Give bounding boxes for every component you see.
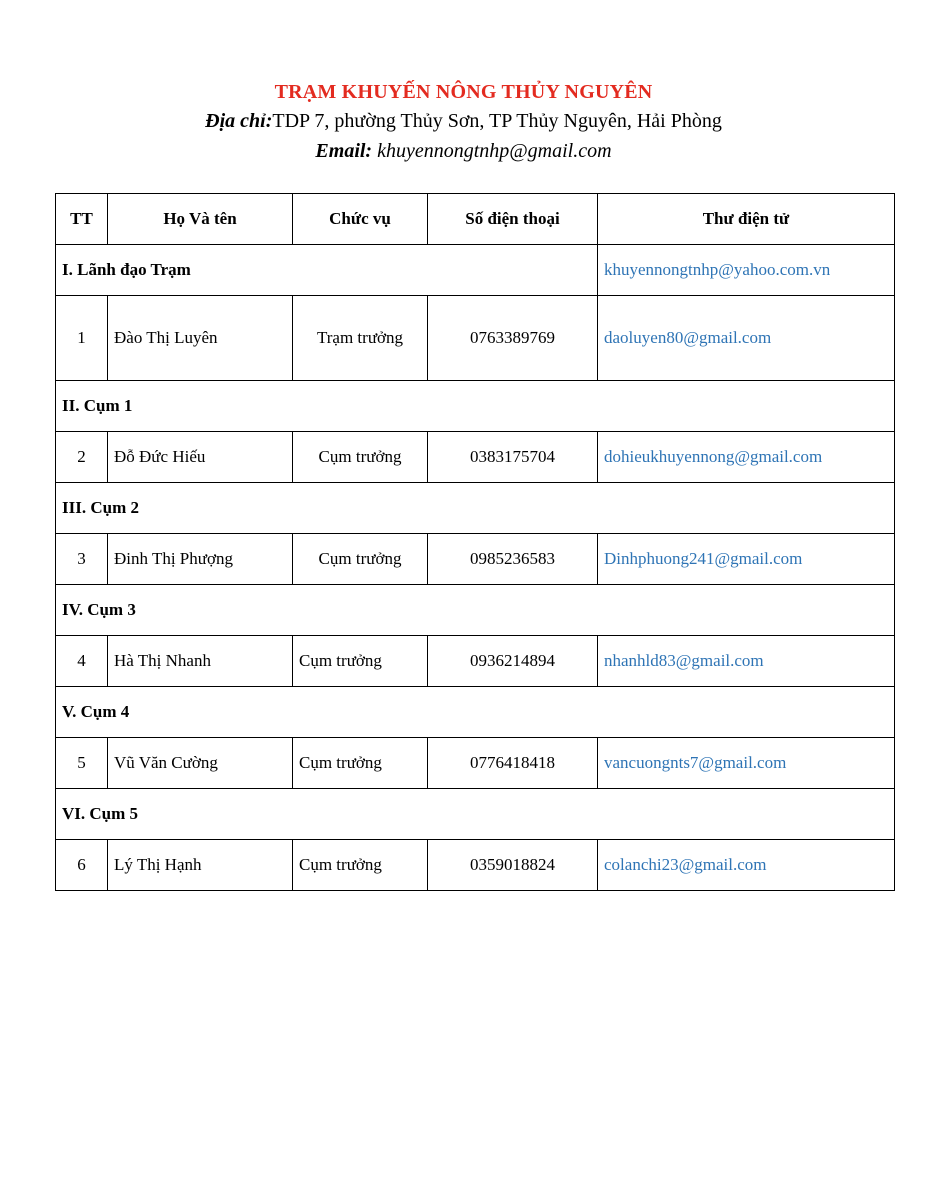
section-row — [56, 789, 895, 840]
row-name: Lý Thị Hạnh — [108, 840, 293, 891]
table-header-row — [56, 194, 895, 245]
section-row — [56, 483, 895, 534]
row-name: Vũ Văn Cường — [108, 738, 293, 789]
table-row — [56, 840, 895, 891]
staff-directory-table — [55, 193, 895, 891]
row-email-link[interactable]: daoluyen80@gmail.com — [598, 296, 895, 381]
section-row — [56, 585, 895, 636]
table-row — [56, 432, 895, 483]
row-tt: 2 — [56, 432, 108, 483]
row-tt: 4 — [56, 636, 108, 687]
document-header — [0, 78, 927, 166]
row-phone: 0763389769 — [428, 296, 598, 381]
section-row — [56, 381, 895, 432]
email-label: Email: — [315, 140, 373, 162]
row-email-link[interactable]: nhanhld83@gmail.com — [598, 636, 895, 687]
section-title: I. Lãnh đạo Trạm — [56, 245, 598, 296]
section-title: V. Cụm 4 — [56, 687, 895, 738]
email-value: khuyennongtnhp@gmail.com — [377, 140, 612, 162]
row-phone: 0359018824 — [428, 840, 598, 891]
column-header-phone: Số điện thoại — [428, 194, 598, 245]
address-label: Địa chỉ: — [205, 110, 273, 132]
section-row — [56, 687, 895, 738]
email-line — [0, 136, 927, 166]
section-title: VI. Cụm 5 — [56, 789, 895, 840]
row-name: Đào Thị Luyên — [108, 296, 293, 381]
column-header-name: Họ Và tên — [108, 194, 293, 245]
column-header-tt: TT — [56, 194, 108, 245]
address-value: TDP 7, phường Thủy Sơn, TP Thủy Nguyên, Hải Phòng — [272, 110, 722, 132]
row-position: Cụm trưởng — [293, 534, 428, 585]
section-email-link[interactable]: khuyennongtnhp@yahoo.com.vn — [598, 245, 895, 296]
row-phone: 0936214894 — [428, 636, 598, 687]
row-name: Hà Thị Nhanh — [108, 636, 293, 687]
table-row — [56, 738, 895, 789]
row-position: Trạm trưởng — [293, 296, 428, 381]
row-tt: 1 — [56, 296, 108, 381]
column-header-email: Thư điện tử — [598, 194, 895, 245]
row-position: Cụm trưởng — [293, 840, 428, 891]
address-line — [0, 106, 927, 136]
table-row — [56, 534, 895, 585]
row-position: Cụm trưởng — [293, 636, 428, 687]
column-header-position: Chức vụ — [293, 194, 428, 245]
section-title: IV. Cụm 3 — [56, 585, 895, 636]
row-tt: 3 — [56, 534, 108, 585]
row-position: Cụm trưởng — [293, 432, 428, 483]
section-row — [56, 245, 895, 296]
section-title: II. Cụm 1 — [56, 381, 895, 432]
row-tt: 6 — [56, 840, 108, 891]
row-email-link[interactable]: dohieukhuyennong@gmail.com — [598, 432, 895, 483]
table-row — [56, 636, 895, 687]
row-email-link[interactable]: colanchi23@gmail.com — [598, 840, 895, 891]
section-title: III. Cụm 2 — [56, 483, 895, 534]
row-name: Đỗ Đức Hiếu — [108, 432, 293, 483]
row-email-link[interactable]: Dinhphuong241@gmail.com — [598, 534, 895, 585]
organization-title: TRẠM KHUYẾN NÔNG THỦY NGUYÊN — [274, 81, 653, 103]
row-name: Đinh Thị Phượng — [108, 534, 293, 585]
row-email-link[interactable]: vancuongnts7@gmail.com — [598, 738, 895, 789]
row-phone: 0383175704 — [428, 432, 598, 483]
row-tt: 5 — [56, 738, 108, 789]
row-position: Cụm trưởng — [293, 738, 428, 789]
row-phone: 0776418418 — [428, 738, 598, 789]
row-phone: 0985236583 — [428, 534, 598, 585]
table-row — [56, 296, 895, 381]
